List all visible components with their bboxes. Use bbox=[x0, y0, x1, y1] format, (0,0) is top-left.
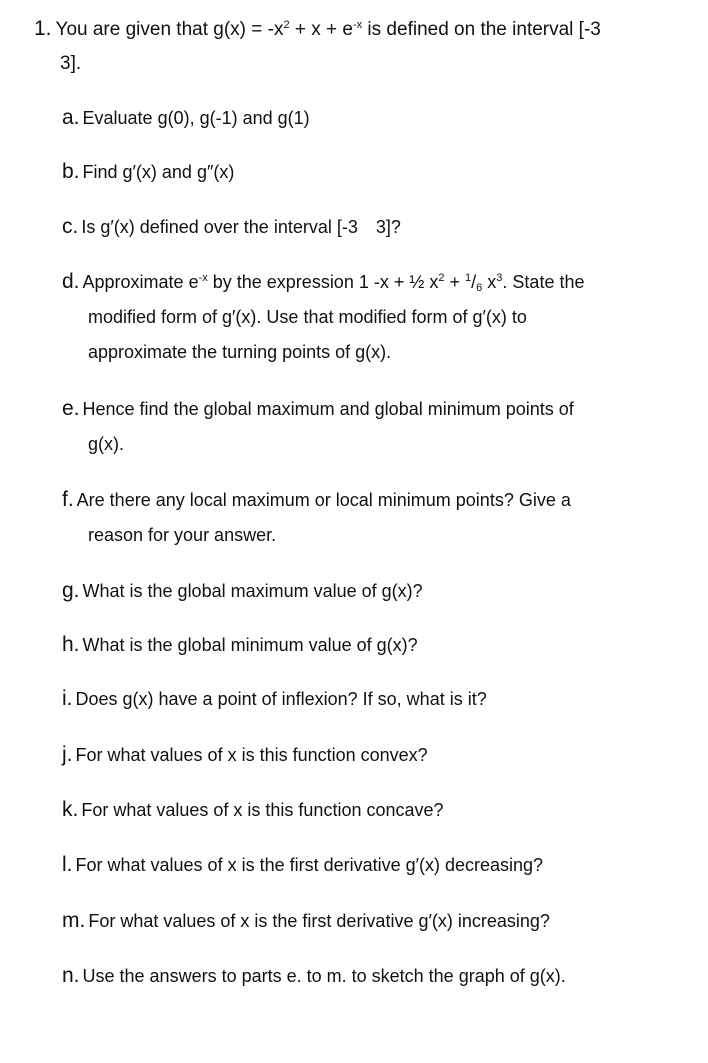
part-a-text: Evaluate g(0), g(-1) and g(1) bbox=[82, 108, 310, 128]
part-j-text: For what values of x is this function convex? bbox=[75, 745, 428, 765]
part-d-text-2: by the expression 1 -x + ½ x bbox=[207, 272, 439, 292]
fraction-slash: / bbox=[471, 272, 477, 292]
part-c-text: Is g′(x) defined over the interval [-3 bbox=[81, 217, 358, 237]
exponent-3: 3 bbox=[496, 272, 503, 284]
part-e-line-2: g(x). bbox=[88, 434, 124, 454]
part-d-text-3: + bbox=[444, 272, 466, 292]
part-c-letter: c. bbox=[62, 215, 79, 238]
part-m-letter: m. bbox=[62, 909, 86, 932]
part-d-line-2: modified form of g′(x). Use that modified form of g′(x) to bbox=[88, 307, 527, 327]
question-intro-part-2: + x + e bbox=[289, 19, 353, 40]
part-d-text-6: . State the bbox=[502, 272, 585, 292]
part-g bbox=[62, 573, 694, 609]
part-g-letter: g. bbox=[62, 579, 80, 602]
question-intro-part-1: You are given that g(x) = -x bbox=[55, 19, 284, 40]
part-h bbox=[62, 627, 694, 663]
part-n-text: Use the answers to parts e. to m. to sketch the graph of g(x). bbox=[82, 966, 566, 986]
part-a-letter: a. bbox=[62, 106, 80, 129]
part-c bbox=[62, 209, 694, 245]
part-l-letter: l. bbox=[62, 853, 73, 876]
part-k-text: For what values of x is this function concave? bbox=[81, 800, 444, 820]
part-m bbox=[62, 903, 694, 939]
part-f-text: Are there any local maximum or local minimum points? Give a bbox=[76, 490, 571, 510]
part-d-line-3: approximate the turning points of g(x). bbox=[88, 342, 392, 362]
part-a bbox=[62, 100, 694, 136]
part-d-text-1: Approximate e bbox=[82, 272, 199, 292]
exponent-2: 2 bbox=[283, 19, 290, 31]
part-n bbox=[62, 958, 694, 994]
part-l-text: For what values of x is the first derivative g′(x) decreasing? bbox=[75, 855, 544, 875]
part-j bbox=[62, 737, 694, 773]
part-f-line-2: reason for your answer. bbox=[88, 525, 277, 545]
part-d-text-5: x bbox=[482, 272, 497, 292]
part-k-letter: k. bbox=[62, 798, 79, 821]
part-f bbox=[62, 482, 694, 553]
exponent-minus-x: -x bbox=[198, 272, 208, 284]
part-e-letter: e. bbox=[62, 397, 80, 420]
fraction-numerator: 1 bbox=[465, 272, 472, 284]
question-1 bbox=[34, 12, 694, 81]
part-b-text: Find g′(x) and g″(x) bbox=[82, 162, 235, 182]
part-i-text: Does g(x) have a point of inflexion? If so, what is it? bbox=[75, 689, 487, 709]
part-l bbox=[62, 847, 694, 883]
exponent-2: 2 bbox=[438, 272, 445, 284]
part-i bbox=[62, 681, 694, 717]
part-h-text: What is the global minimum value of g(x)? bbox=[82, 635, 418, 655]
question-intro-part-3: is defined on the interval [-3 bbox=[362, 19, 601, 40]
part-g-text: What is the global maximum value of g(x)? bbox=[82, 581, 423, 601]
part-e bbox=[62, 391, 694, 462]
part-f-letter: f. bbox=[62, 488, 74, 511]
question-number: 1. bbox=[34, 17, 52, 40]
part-d-letter: d. bbox=[62, 270, 80, 293]
exponent-minus-x: -x bbox=[352, 19, 363, 31]
part-b-letter: b. bbox=[62, 160, 80, 183]
fraction-denominator: 6 bbox=[476, 282, 483, 294]
part-e-text: Hence find the global maximum and global minimum points of bbox=[82, 399, 574, 419]
part-d bbox=[62, 264, 694, 370]
part-b bbox=[62, 154, 694, 190]
part-k bbox=[62, 792, 694, 828]
part-m-text: For what values of x is the first derivative g′(x) increasing? bbox=[88, 911, 550, 931]
part-n-letter: n. bbox=[62, 964, 80, 987]
question-intro-continued: 3]. bbox=[60, 53, 82, 74]
part-h-letter: h. bbox=[62, 633, 80, 656]
part-c-text-end: 3]? bbox=[375, 217, 401, 237]
part-j-letter: j. bbox=[62, 743, 73, 766]
part-i-letter: i. bbox=[62, 687, 73, 710]
